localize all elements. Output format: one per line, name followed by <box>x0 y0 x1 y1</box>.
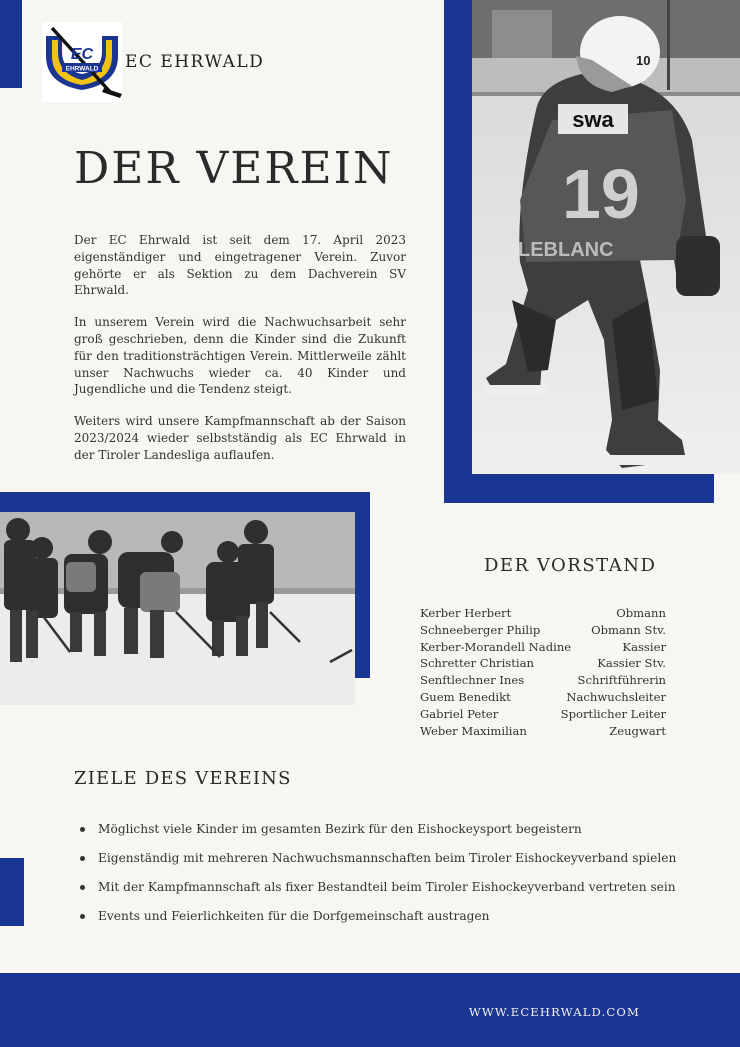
accent-bar-top-left <box>0 0 22 88</box>
jersey-name: LEBLANC <box>518 239 614 261</box>
jersey-sponsor: swa <box>572 107 614 132</box>
member-role: Schriftführerin <box>577 673 666 688</box>
footer <box>0 973 740 1047</box>
intro-paragraph: Der EC Ehrwald ist seit dem 17. April 2023 eigenständiger und eingetragener Verein. Zuvor gehörte er als Sektion zu dem Dachverein SV Ehrwald. <box>74 233 406 298</box>
member-role: Nachwuchsleiter <box>566 689 666 704</box>
member-name: Kerber-Morandell Nadine <box>420 639 572 654</box>
member-role: Sportlicher Leiter <box>560 706 666 721</box>
board-member-row <box>420 689 666 706</box>
member-role: Kassier Stv. <box>597 656 666 671</box>
intro-text <box>74 232 406 479</box>
player-photo <box>472 0 740 474</box>
member-name: Senftlechner Ines <box>420 673 525 688</box>
club-logo <box>42 22 122 102</box>
member-name: Schneeberger Philip <box>420 622 541 637</box>
goal-item: Möglichst viele Kinder im gesamten Bezirk für den Eishockeysport begeistern <box>78 819 698 848</box>
goals-title: ZIELE DES VEREINS <box>74 768 292 789</box>
goal-item: Events und Feierlichkeiten für die Dorfgemeinschaft austragen <box>78 906 698 935</box>
logo-text: EC <box>70 46 94 63</box>
team-photo <box>0 512 355 705</box>
board-list <box>420 605 666 739</box>
member-name: Weber Maximilian <box>420 723 527 738</box>
goal-item: Mit der Kampfmannschaft als fixer Bestandteil beim Tiroler Eishockeyverband vertreten sein <box>78 877 698 906</box>
page-title: DER VEREIN <box>74 143 394 194</box>
member-name: Schretter Christian <box>420 656 534 671</box>
helmet-number: 10 <box>636 53 651 68</box>
club-logo-icon <box>42 22 122 102</box>
goals-list <box>78 819 698 935</box>
member-role: Kassier <box>622 639 666 654</box>
member-name: Kerber Herbert <box>420 606 512 620</box>
member-role: Obmann Stv. <box>591 622 666 637</box>
board-title: DER VORSTAND <box>484 555 657 576</box>
member-name: Guem Benedikt <box>420 689 511 704</box>
intro-paragraph: In unserem Verein wird die Nachwuchsarbeit sehr groß geschrieben, denn die Kinder sind die Zukunft für den traditionsträchtigen Verein. Mittlerweile zählt unser Nachwuchs wieder ca. 40 Kinder und Jugendliche und die Tendenz steigt. <box>74 315 406 397</box>
member-role: Obmann <box>616 606 666 620</box>
board-member-row <box>420 639 666 656</box>
board-member-row <box>420 655 666 672</box>
accent-bar-bottom-left <box>0 858 24 926</box>
board-member-row <box>420 706 666 723</box>
logo-subtext: EHRWALD <box>65 65 99 73</box>
website-link[interactable]: WWW.ECEHRWALD.COM <box>468 1005 640 1019</box>
club-name: EC EHRWALD <box>125 52 265 72</box>
board-member-row <box>420 622 666 639</box>
board-member-row <box>420 672 666 689</box>
member-role: Zeugwart <box>609 723 666 738</box>
jersey-number: 19 <box>562 155 640 233</box>
board-member-row <box>420 723 666 740</box>
board-member-row <box>420 605 666 622</box>
intro-paragraph: Weiters wird unsere Kampfmannschaft ab der Saison 2023/2024 wieder selbstständig als EC Ehrwald in der Tiroler Landesliga auflaufen. <box>74 414 406 462</box>
goal-item: Eigenständig mit mehreren Nachwuchsmannschaften beim Tiroler Eishockeyverband spielen <box>78 848 698 877</box>
member-name: Gabriel Peter <box>420 706 499 721</box>
